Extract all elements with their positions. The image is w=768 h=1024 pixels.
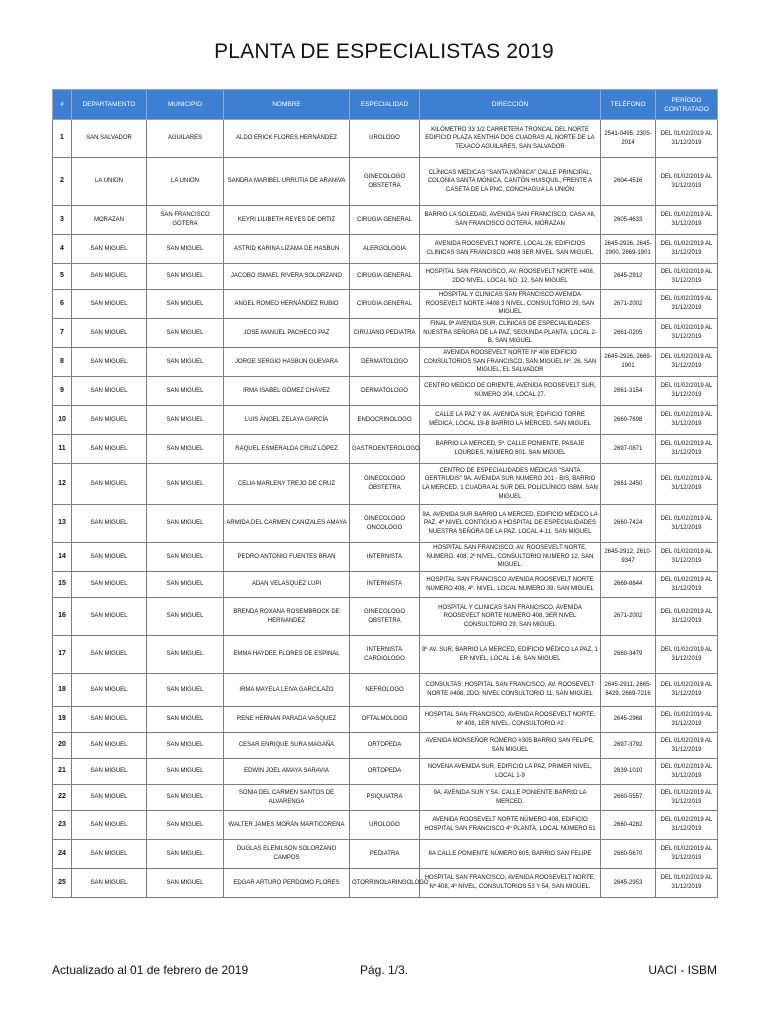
cell-especialidad: CIRUGIA GENERAL (350, 290, 420, 319)
cell-departamento: SAN MIGUEL (72, 707, 147, 733)
cell-direccion: HOSPITAL SAN FRANCISCO, AV. ROOSEVELT NORTE, NUMERO. 408, 2º NIVEL, CONSULTORIO NUMERO 12, SAN MIGUEL. (420, 543, 601, 572)
cell-especialidad: ORTOPEDA (350, 759, 420, 785)
cell-especialidad: PEDIATRA (350, 840, 420, 869)
col-header-periodo: PERÍODO CONTRATADO (656, 90, 718, 120)
cell-departamento: SAN MIGUEL (72, 264, 147, 290)
cell-telefono: 2645-2926, 2645-2900, 2669-1901 (601, 235, 656, 264)
cell-direccion: 8A CALLE PONIENTE NÚMERO 605, BARRIO SAN FELIPE (420, 840, 601, 869)
cell-municipio: SAN MIGUEL (147, 543, 224, 572)
footer-updated: Actualizado al 01 de febrero de 2019 (52, 963, 249, 977)
table-row (53, 464, 718, 505)
cell-municipio: SAN MIGUEL (147, 811, 224, 840)
cell-nombre: JOSE MANUEL PACHECO PAZ (224, 319, 350, 348)
cell-number: 22 (53, 785, 72, 811)
footer-org: UACI - ISBM (648, 963, 717, 977)
cell-direccion: HOSPITAL Y CLINICAS SAN FRANCISCO, AVENIDA ROOSEVELT NORTE NUMERO 408, 3ER NIVEL CONSULTORIO 29, SAN MIGUEL (420, 598, 601, 636)
cell-number: 21 (53, 759, 72, 785)
cell-telefono: 2660-7424 (601, 505, 656, 543)
cell-direccion: AVENIDA ROOSEVELT NORTE NÚMERO 408, EDIFICIO HOSPITAL SAN FRANCISCO 4º PLANTA, LOCAL NÚMERO 51 (420, 811, 601, 840)
cell-departamento: SAN MIGUEL (72, 674, 147, 707)
cell-departamento: MORAZAN (72, 206, 147, 235)
cell-nombre: RAQUEL ESMERALDA CRUZ LÓPEZ (224, 435, 350, 464)
page-title: PLANTA DE ESPECIALISTAS 2019 (214, 40, 554, 63)
cell-nombre: JORGE SERGIO HASBÚN GUEVARA (224, 348, 350, 377)
cell-departamento: SAN MIGUEL (72, 505, 147, 543)
cell-direccion: 9A. AVENIDA SUR Y 5A. CALLE PONIENTE BARRIO LA MERCED. (420, 785, 601, 811)
cell-nombre: EDGAR ARTURO PERDOMO FLORES (224, 869, 350, 898)
cell-telefono: 2645-2911, 2665-8429, 2669-7216 (601, 674, 656, 707)
table-row (53, 785, 718, 811)
cell-departamento: SAN MIGUEL (72, 733, 147, 759)
cell-direccion: CENTRO MEDICO DE ORIENTE, AVENIDA ROOSEVELT SUR, NÚMERO 204, LOCAL 27. (420, 377, 601, 406)
cell-departamento: SAN MIGUEL (72, 869, 147, 898)
cell-especialidad: GINECOLOGO OBSTETRA (350, 464, 420, 505)
cell-municipio: SAN MIGUEL (147, 435, 224, 464)
cell-telefono: 2604-4516 (601, 158, 656, 206)
cell-especialidad: ENDOCRINOLOGO (350, 406, 420, 435)
cell-direccion: CENTRO DE ESPECIALIDADES MÉDICAS "SANTA GERTRUDIS" 9A. AVENIDA SUR NUMERO 201 - BIS, BARRIO LA MERCED, 1 CUADRA AL SUR DEL POLICLÍNICO ISBM, SAN MIGUEL (420, 464, 601, 505)
col-header-departamento: DEPARTAMENTO (72, 90, 147, 120)
cell-periodo: DEL 01/02/2019 AL 31/12/2019 (656, 840, 718, 869)
cell-number: 10 (53, 406, 72, 435)
cell-nombre: IRMA MAYELA LEIVA GARCILAZO (224, 674, 350, 707)
cell-telefono: 2669-8844 (601, 572, 656, 598)
cell-periodo: DEL 01/02/2019 AL 31/12/2019 (656, 235, 718, 264)
cell-municipio: SAN MIGUEL (147, 406, 224, 435)
table-header-row (53, 90, 718, 120)
cell-direccion: BARRIO LA SOLEDAD, AVENIDA SAN FRANCISCO, CASA #8, SAN FRANCISCO GOTERA, MORAZAN (420, 206, 601, 235)
cell-departamento: SAN MIGUEL (72, 348, 147, 377)
cell-nombre: IRMA ISABEL GÓMEZ CHÁVEZ (224, 377, 350, 406)
cell-municipio: SAN MIGUEL (147, 636, 224, 674)
cell-municipio: SAN MIGUEL (147, 505, 224, 543)
cell-periodo: DEL 01/02/2019 AL 31/12/2019 (656, 158, 718, 206)
cell-especialidad: OTORRINOLARINGOLOGO (350, 869, 420, 898)
cell-number: 18 (53, 674, 72, 707)
cell-telefono: 2639-1010 (601, 759, 656, 785)
table-row (53, 435, 718, 464)
cell-nombre: JACOBO ISMAEL RIVERA SOLORZANO (224, 264, 350, 290)
col-header-number: # (53, 90, 72, 120)
cell-especialidad: DERMATOLOGO (350, 348, 420, 377)
table-row (53, 572, 718, 598)
cell-number: 11 (53, 435, 72, 464)
cell-telefono: 2660-5557 (601, 785, 656, 811)
cell-departamento: SAN MIGUEL (72, 759, 147, 785)
table-row (53, 598, 718, 636)
cell-municipio: SAN FRANCISCO GOTERA (147, 206, 224, 235)
cell-periodo: DEL 01/02/2019 AL 31/12/2019 (656, 811, 718, 840)
cell-nombre: DUGLAS ELENILSON SOLORZANO CAMPOS (224, 840, 350, 869)
cell-departamento: SAN MIGUEL (72, 572, 147, 598)
cell-periodo: DEL 01/02/2019 AL 31/12/2019 (656, 707, 718, 733)
table-row (53, 120, 718, 158)
table-row (53, 348, 718, 377)
cell-number: 13 (53, 505, 72, 543)
cell-direccion: HOSPITAL SAN FRANCISCO, AVENIDA ROOSEVELT NORTE, Nº 408, 4º NIVEL, CONSULTORIOS 53 Y 54, SAN MIGUEL. (420, 869, 601, 898)
cell-periodo: DEL 01/02/2019 AL 31/12/2019 (656, 543, 718, 572)
cell-nombre: SONIA DEL CARMEN SANTOS DE ALVARENGA (224, 785, 350, 811)
cell-municipio: SAN MIGUEL (147, 733, 224, 759)
cell-telefono: 2697-3792 (601, 733, 656, 759)
cell-especialidad: GINECOLOGO OBSTETRA (350, 158, 420, 206)
cell-telefono: 2660-4282 (601, 811, 656, 840)
cell-especialidad: ALERGOLOGIA (350, 235, 420, 264)
cell-direccion: CLÍNICAS MEDICAS "SANTA MÓNICA" CALLE PRINCIPAL, COLONIA SANTA MÓNICA, CANTÓN HUISQUIL, FRENTE A CASETA DE LA PNC, CONCHAGUA LA UNIÓN (420, 158, 601, 206)
cell-municipio: SAN MIGUEL (147, 235, 224, 264)
cell-especialidad: INTERNISTA (350, 572, 420, 598)
cell-municipio: SAN MIGUEL (147, 464, 224, 505)
cell-municipio: SAN MIGUEL (147, 598, 224, 636)
cell-departamento: SAN MIGUEL (72, 543, 147, 572)
cell-number: 16 (53, 598, 72, 636)
cell-nombre: EDWIN JOEL AMAYA SARAVIA (224, 759, 350, 785)
cell-nombre: ARMIDA DEL CARMEN CANIZALES AMAYA (224, 505, 350, 543)
cell-especialidad: GINECOLOGO ONCOLOGO (350, 505, 420, 543)
cell-especialidad: PSIQUIATRA (350, 785, 420, 811)
cell-periodo: DEL 01/02/2019 AL 31/12/2019 (656, 406, 718, 435)
cell-departamento: LA UNION (72, 158, 147, 206)
table-row (53, 264, 718, 290)
table-row (53, 319, 718, 348)
cell-periodo: DEL 01/02/2019 AL 31/12/2019 (656, 206, 718, 235)
table-row (53, 759, 718, 785)
cell-number: 24 (53, 840, 72, 869)
cell-nombre: EMMA HAYDEE FLORES DE ESPINAL (224, 636, 350, 674)
cell-departamento: SAN MIGUEL (72, 785, 147, 811)
cell-periodo: DEL 01/02/2019 AL 31/12/2019 (656, 505, 718, 543)
cell-telefono: 2661-0205 (601, 319, 656, 348)
cell-periodo: DEL 01/02/2019 AL 31/12/2019 (656, 290, 718, 319)
table-row (53, 733, 718, 759)
cell-municipio: AGUILARES (147, 120, 224, 158)
cell-direccion: 9º AV. SUR, BARRIO LA MERCED, EDIFICIO MÉDICO LA PAZ, 1 ER NIVEL, LOCAL 1-6, SAN MIGUEL (420, 636, 601, 674)
cell-telefono: 2660-7698 (601, 406, 656, 435)
cell-especialidad: UROLOGO (350, 120, 420, 158)
cell-telefono: 2697-0871 (601, 435, 656, 464)
cell-periodo: DEL 01/02/2019 AL 31/12/2019 (656, 464, 718, 505)
cell-telefono: 2671-2002 (601, 290, 656, 319)
cell-municipio: SAN MIGUEL (147, 840, 224, 869)
table-row (53, 406, 718, 435)
cell-municipio: SAN MIGUEL (147, 319, 224, 348)
cell-nombre: PEDRO ANTONIO FUENTES BRAN (224, 543, 350, 572)
col-header-especialidad: ESPECIALIDAD (350, 90, 420, 120)
table-row (53, 505, 718, 543)
cell-municipio: SAN MIGUEL (147, 572, 224, 598)
cell-telefono: 2661-2450 (601, 464, 656, 505)
table-row (53, 206, 718, 235)
cell-especialidad: DERMATOLOGO (350, 377, 420, 406)
cell-periodo: DEL 01/02/2019 AL 31/12/2019 (656, 674, 718, 707)
cell-especialidad: INTERNISTA (350, 543, 420, 572)
cell-periodo: DEL 01/02/2019 AL 31/12/2019 (656, 733, 718, 759)
table-row (53, 840, 718, 869)
cell-departamento: SAN MIGUEL (72, 811, 147, 840)
cell-nombre: ADAN VELASQUEZ LUPI (224, 572, 350, 598)
cell-number: 4 (53, 235, 72, 264)
cell-number: 5 (53, 264, 72, 290)
col-header-direccion: DIRECCIÓN (420, 90, 601, 120)
cell-periodo: DEL 01/02/2019 AL 31/12/2019 (656, 264, 718, 290)
table-row (53, 235, 718, 264)
cell-nombre: ASTRID KARINA LIZAMA DE HASBUN (224, 235, 350, 264)
cell-departamento: SAN SALVADOR (72, 120, 147, 158)
table-row (53, 707, 718, 733)
col-header-municipio: MUNICIPIO (147, 90, 224, 120)
cell-especialidad: CIRUGIA GENERAL (350, 264, 420, 290)
cell-nombre: ALDO ERICK FLORES HERNÁNDEZ (224, 120, 350, 158)
cell-number: 12 (53, 464, 72, 505)
cell-municipio: SAN MIGUEL (147, 264, 224, 290)
cell-number: 23 (53, 811, 72, 840)
cell-telefono: 2660-5670 (601, 840, 656, 869)
cell-direccion: KILÓMETRO 33 1/2 CARRETERA TRONCAL DEL NORTE EDIFICIO PLAZA XENTHIA DOS CUADRAS AL NORTE DE LA TEXACO AGUILARES, SAN SALVADOR (420, 120, 601, 158)
cell-telefono: 2645-2912, 2610-9347 (601, 543, 656, 572)
table-row (53, 158, 718, 206)
cell-especialidad: GINECOLOGO OBSTETRA (350, 598, 420, 636)
cell-direccion: NOVENA AVENIDA SUR, EDIFICIO LA PAZ, PRIMER NIVEL, LOCAL 1-9 (420, 759, 601, 785)
cell-telefono: 2645-2953 (601, 869, 656, 898)
cell-direccion: AVENIDA ROOSEVELT NORTE Nº 408 EDIFICIO CONSULTORIOS SAN FRANCISCO, SAN MIGUEL Nº. 26, SAN MIGUEL, EL SALVADOR (420, 348, 601, 377)
cell-direccion: HOSPITAL SAN FRANCISCO AVENIDA ROOSEVELT NORTE NUMERO 408, 4º. NIVEL, LOCAL NUMERO 39, SAN MIGUEL (420, 572, 601, 598)
cell-number: 14 (53, 543, 72, 572)
cell-periodo: DEL 01/02/2019 AL 31/12/2019 (656, 377, 718, 406)
cell-telefono: 2671-2002 (601, 598, 656, 636)
cell-periodo: DEL 01/02/2019 AL 31/12/2019 (656, 319, 718, 348)
cell-nombre: KEYRI LILIBETH REYES DE ORTIZ (224, 206, 350, 235)
cell-especialidad: CIRUJANO PEDIATRA (350, 319, 420, 348)
cell-telefono: 2645-2926, 2669-1901 (601, 348, 656, 377)
cell-direccion: HOSPITAL Y CLINICAS SAN FRANCISCO AVENIDA ROOSEVELT NORTE #408 3 NIVEL, CONSULTORIO 29, SAN MIGUEL (420, 290, 601, 319)
cell-municipio: SAN MIGUEL (147, 348, 224, 377)
cell-especialidad: GASTROENTEROLOGO (350, 435, 420, 464)
cell-departamento: SAN MIGUEL (72, 235, 147, 264)
cell-number: 1 (53, 120, 72, 158)
cell-especialidad: INTERNISTA CARDIOLOGO (350, 636, 420, 674)
cell-periodo: DEL 01/02/2019 AL 31/12/2019 (656, 120, 718, 158)
cell-nombre: ANGEL ROMEO HERNÁNDEZ RUBIO (224, 290, 350, 319)
table-row (53, 674, 718, 707)
cell-telefono: 2541-0495, 2305-2014 (601, 120, 656, 158)
cell-telefono: 2660-3479 (601, 636, 656, 674)
cell-especialidad: OFTALMOLOGO (350, 707, 420, 733)
col-header-nombre: NOMBRE (224, 90, 350, 120)
cell-nombre: BRENDA ROXANA ROSEMBROCK DE HERNANDEZ (224, 598, 350, 636)
cell-departamento: SAN MIGUEL (72, 840, 147, 869)
cell-direccion: FINAL 9ª AVENIDA SUR, CLÍNICAS DE ESPECIALIDADES NUESTRA SEÑORA DE LA PAZ, SEGUNDA PLANTA, LOCAL 2-B, SAN MIGUEL (420, 319, 601, 348)
cell-especialidad: CIRUGIA GENERAL (350, 206, 420, 235)
cell-nombre: LUIS ÁNGEL ZELAYA GARCÍA (224, 406, 350, 435)
cell-number: 8 (53, 348, 72, 377)
cell-departamento: SAN MIGUEL (72, 406, 147, 435)
cell-nombre: CELIA MARLENY TREJO DE CRUZ (224, 464, 350, 505)
cell-nombre: RENE HERNAN PARADA VASQUEZ (224, 707, 350, 733)
specialists-table (52, 89, 718, 898)
table-body (53, 120, 718, 898)
cell-departamento: SAN MIGUEL (72, 598, 147, 636)
cell-telefono: 2605-4633 (601, 206, 656, 235)
cell-direccion: CONSULTAS: HOSPITAL SAN FRANCISCO, AV. ROOSEVELT NORTE #408, 2DO. NIVEL CONSULTORIO 11, SAN MIGUEL (420, 674, 601, 707)
table-row (53, 811, 718, 840)
cell-nombre: CESAR ENRIQUE SURA MAGAÑA (224, 733, 350, 759)
cell-direccion: AVENIDA MONSEÑOR ROMERO #305 BARRIO SAN FELIPE, SAN MIGUEL (420, 733, 601, 759)
cell-telefono: 2645-2968 (601, 707, 656, 733)
cell-number: 6 (53, 290, 72, 319)
cell-municipio: SAN MIGUEL (147, 869, 224, 898)
cell-direccion: AVENIDA ROOSEVELT NORTE, LOCAL 26, EDIFICIOS CLINICAS SAN FRANCISCO #408 3ER NIVEL, SAN MIGUEL (420, 235, 601, 264)
cell-telefono: 2661-3154 (601, 377, 656, 406)
cell-number: 15 (53, 572, 72, 598)
cell-number: 20 (53, 733, 72, 759)
cell-number: 9 (53, 377, 72, 406)
cell-periodo: DEL 01/02/2019 AL 31/12/2019 (656, 785, 718, 811)
table-row (53, 543, 718, 572)
cell-especialidad: UROLOGO (350, 811, 420, 840)
cell-departamento: SAN MIGUEL (72, 636, 147, 674)
cell-direccion: CALLE LA PAZ Y 9A. AVENIDA SUR, EDIFICIO TORRE MÉDICA, LOCAL 19-B BARRIO LA MERCED, SAN MIGUEL (420, 406, 601, 435)
footer-page-number: Pág. 1/3. (359, 963, 409, 977)
cell-number: 17 (53, 636, 72, 674)
cell-number: 2 (53, 158, 72, 206)
cell-nombre: WALTER JAMES MORÁN MARTICORENA (224, 811, 350, 840)
cell-direccion: BARRIO LA MERCED, 5ª. CALLE PONIENTE, PASAJE LOURDES, NÚMERO 601, SAN MIGUEL (420, 435, 601, 464)
cell-municipio: SAN MIGUEL (147, 759, 224, 785)
cell-municipio: SAN MIGUEL (147, 785, 224, 811)
cell-periodo: DEL 01/02/2019 AL 31/12/2019 (656, 598, 718, 636)
table-row (53, 377, 718, 406)
cell-direccion: HOSPITAL SAN FRANCISCO, AVENIDA ROOSEVELT NORTE, Nº 408, 1ER NIVEL, CONSULTORIO #2 (420, 707, 601, 733)
cell-municipio: SAN MIGUEL (147, 290, 224, 319)
table-row (53, 290, 718, 319)
col-header-telefono: TELÉFONO (601, 90, 656, 120)
cell-departamento: SAN MIGUEL (72, 290, 147, 319)
table-row (53, 869, 718, 898)
cell-periodo: DEL 01/02/2019 AL 31/12/2019 (656, 636, 718, 674)
cell-departamento: SAN MIGUEL (72, 464, 147, 505)
table-row (53, 636, 718, 674)
cell-municipio: SAN MIGUEL (147, 707, 224, 733)
cell-periodo: DEL 01/02/2019 AL 31/12/2019 (656, 759, 718, 785)
cell-especialidad: ORTOPEDA (350, 733, 420, 759)
cell-number: 7 (53, 319, 72, 348)
cell-municipio: SAN MIGUEL (147, 674, 224, 707)
cell-periodo: DEL 01/02/2019 AL 31/12/2019 (656, 435, 718, 464)
cell-direccion: 9A. AVENIDA SUR BARRIO LA MERCED, EDIFICIO MÉDICO LA PAZ, 4º NIVEL CONTIGUO A HOSPITAL DE ESPECIALIDADES NUESTRA SEÑORA DE LA PAZ, LOCAL 4-11, SAN MIGUEL (420, 505, 601, 543)
cell-number: 3 (53, 206, 72, 235)
cell-municipio: SAN MIGUEL (147, 377, 224, 406)
cell-departamento: SAN MIGUEL (72, 319, 147, 348)
cell-direccion: HOSPITAL SAN FRANCISCO, AV. ROOSEVELT NORTE #408, 2DO NIVEL, LOCAL NO. 12, SAN MIGUEL (420, 264, 601, 290)
cell-municipio: LA UNION (147, 158, 224, 206)
cell-departamento: SAN MIGUEL (72, 435, 147, 464)
cell-nombre: SANDRA MARIBEL URRUTIA DE ARANIVA (224, 158, 350, 206)
cell-telefono: 2645-2912 (601, 264, 656, 290)
cell-number: 25 (53, 869, 72, 898)
cell-departamento: SAN MIGUEL (72, 377, 147, 406)
cell-periodo: DEL 01/02/2019 AL 31/12/2019 (656, 572, 718, 598)
cell-periodo: DEL 01/02/2019 AL 31/12/2019 (656, 348, 718, 377)
cell-number: 19 (53, 707, 72, 733)
cell-periodo: DEL 01/02/2019 AL 31/12/2019 (656, 869, 718, 898)
cell-especialidad: NEFROLOGO (350, 674, 420, 707)
